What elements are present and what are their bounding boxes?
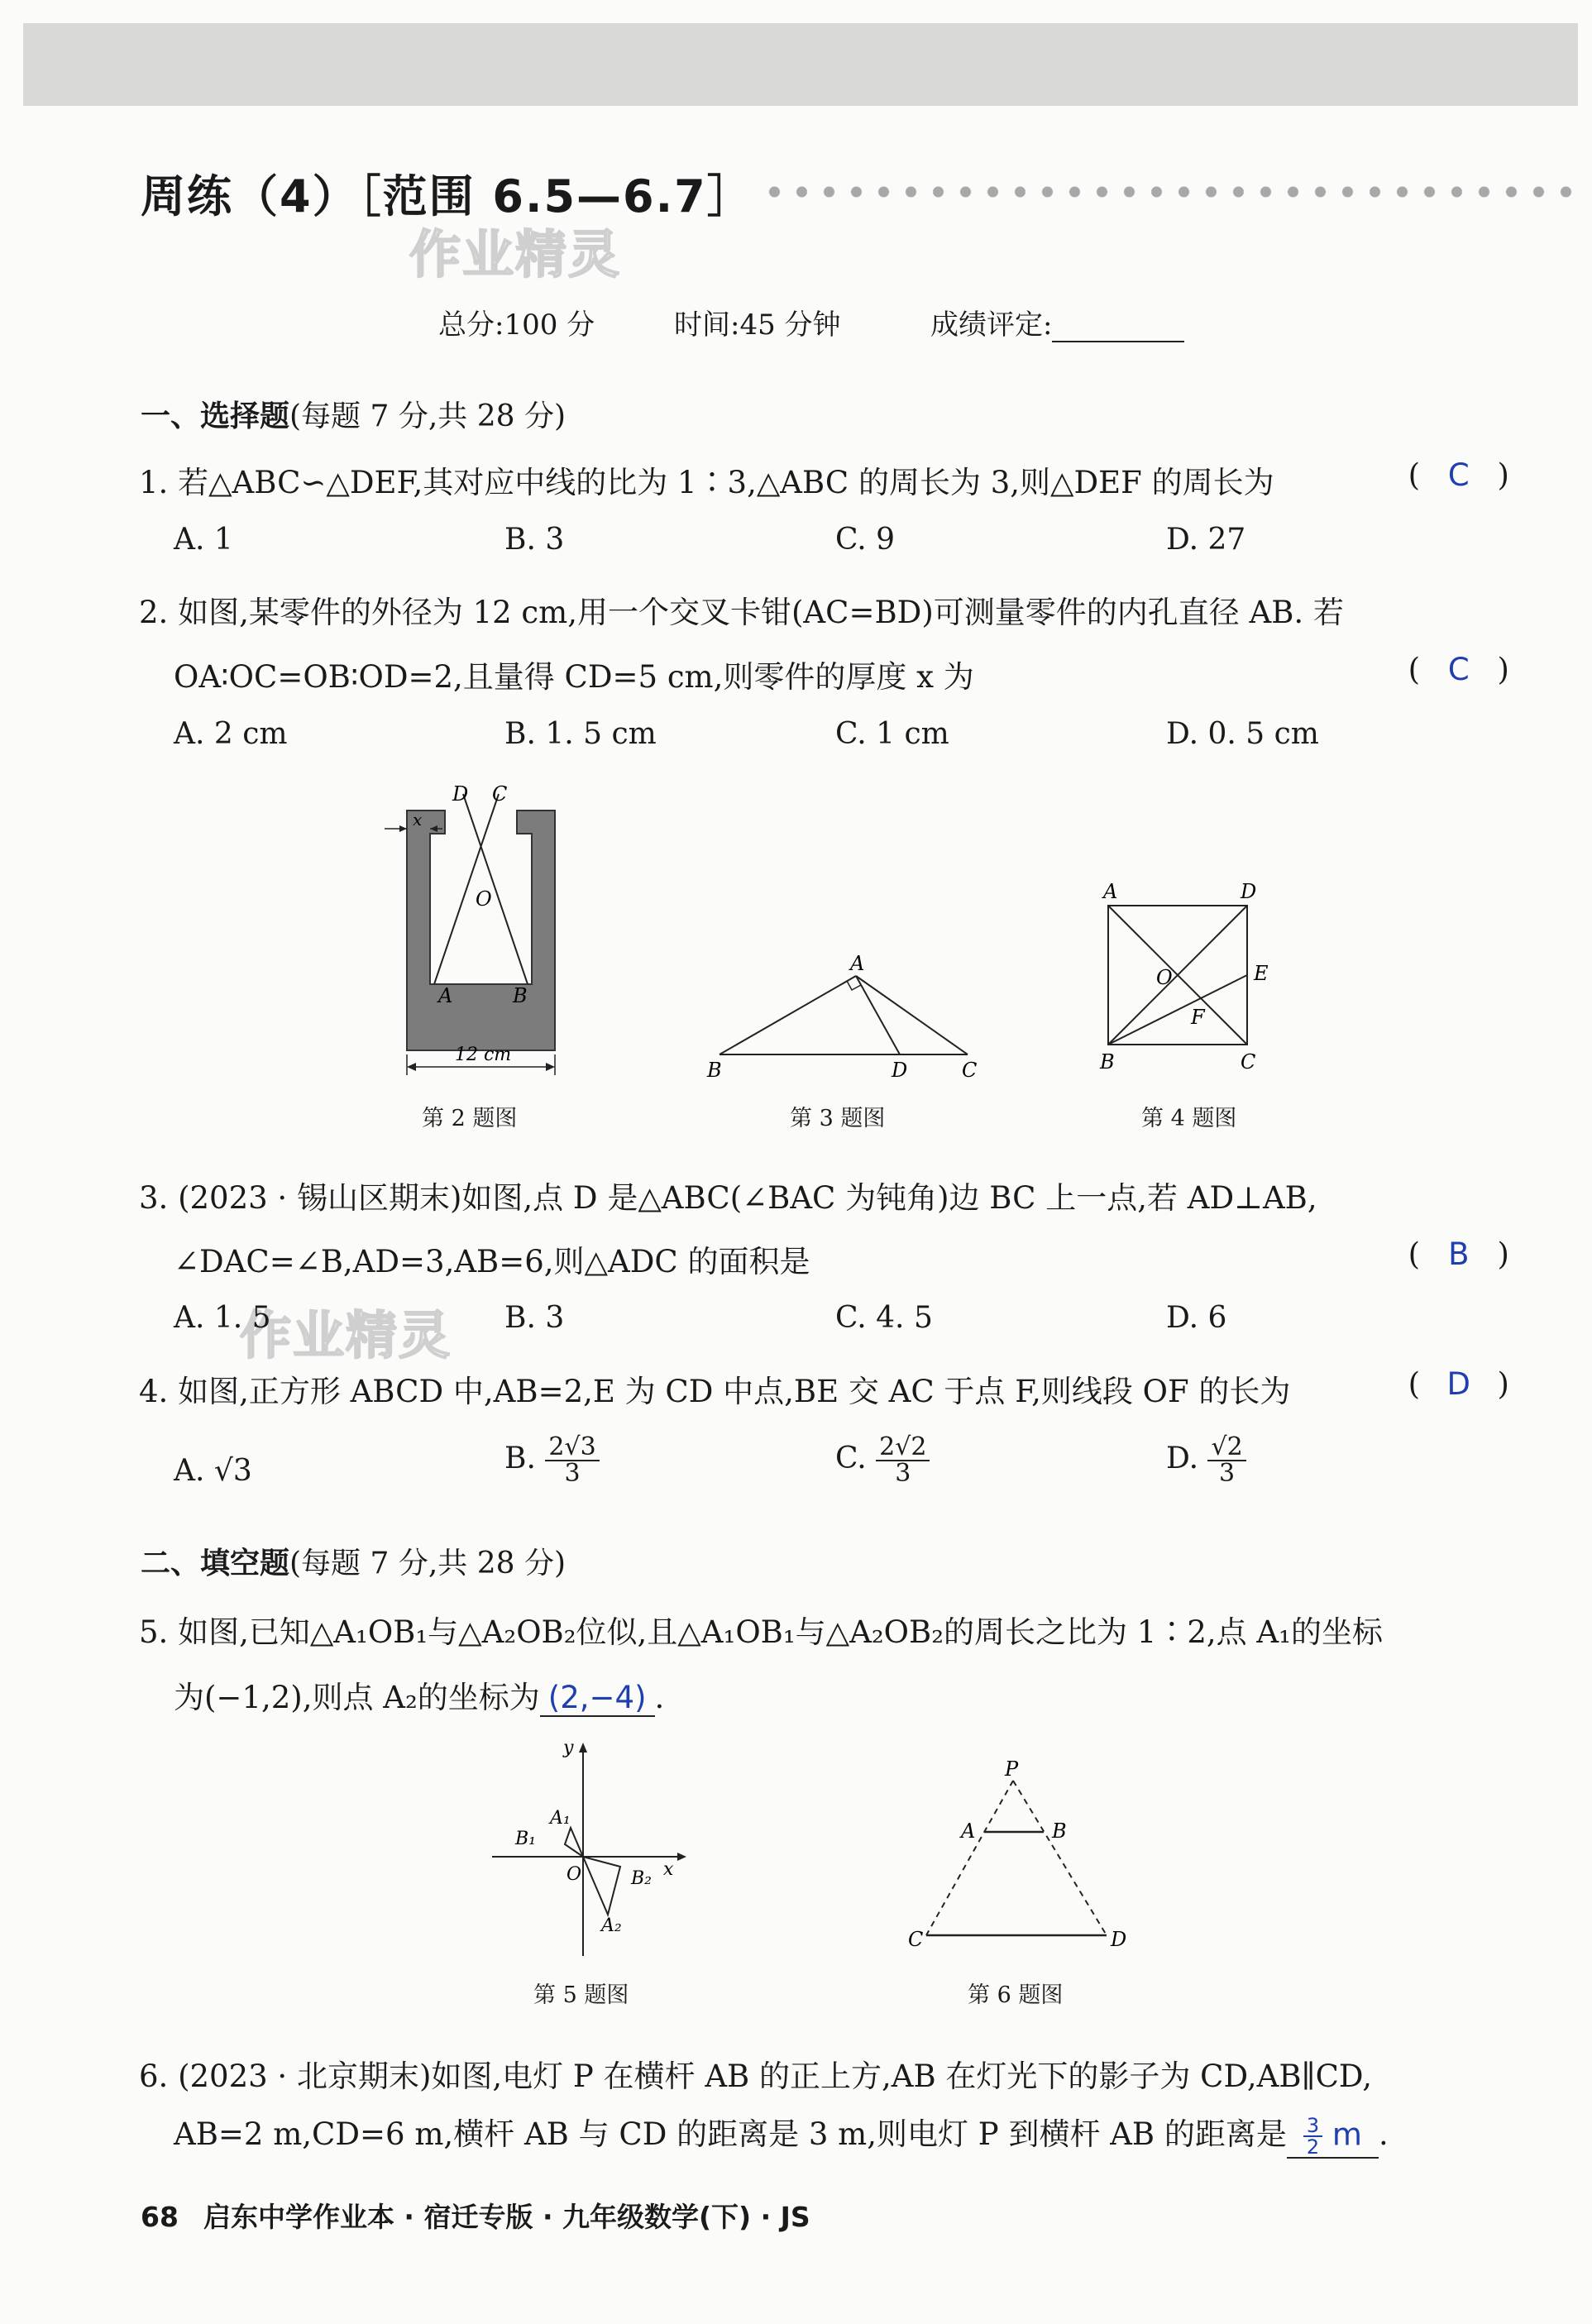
fig6-caption: 第 6 题图 bbox=[968, 1982, 1064, 2008]
q2-option-b: B. 1. 5 cm bbox=[504, 717, 657, 751]
figure-5 bbox=[484, 1733, 699, 1964]
fig3-label-b: B bbox=[707, 1059, 722, 1082]
fig2-label-b: B bbox=[513, 984, 528, 1007]
fig4-caption: 第 4 题图 bbox=[1141, 1106, 1237, 1131]
figure-4 bbox=[1083, 877, 1298, 1083]
title-dotted-rule bbox=[761, 186, 1580, 198]
q4-option-c: C. $\frac{2√2}{3}$ bbox=[835, 1435, 930, 1486]
section-fill: 二、填空题(每题 7 分,共 28 分) bbox=[141, 1547, 567, 1580]
q6-line2: AB=2 m,CD=6 m,横杆 AB 与 CD 的距离是 3 m,则电灯 P 到横杆 AB 的距离是 $\frac{3}{2}$ m . bbox=[174, 2113, 1389, 2159]
q4-option-d: D. $\frac{√2}{3}$ bbox=[1166, 1435, 1246, 1486]
fig5-label-a1: A₁ bbox=[550, 1808, 571, 1829]
fig6-light-ray bbox=[1013, 1781, 1107, 1935]
fig5-triangle-2 bbox=[583, 1857, 620, 1915]
meta-time: 时间:45 分钟 bbox=[674, 308, 841, 342]
q2-option-a: A. 2 cm bbox=[174, 717, 288, 751]
fig4-label-d: D bbox=[1241, 880, 1257, 903]
q3-line1: 3. (2023 · 锡山区期末)如图,点 D 是△ABC(∠BAC 为钝角)边 BC 上一点,若 AD⊥AB, bbox=[139, 1180, 1317, 1216]
q3-option-b: B. 3 bbox=[504, 1301, 565, 1335]
fig4-label-e: E bbox=[1254, 962, 1269, 985]
q3-option-a: A. 1. 5 bbox=[174, 1301, 271, 1335]
fig5-label-x: x bbox=[663, 1859, 674, 1880]
fig6-label-p: P bbox=[1005, 1757, 1019, 1781]
q5-line2: 为(−1,2),则点 A₂的坐标为 (2,−4) . bbox=[174, 1680, 665, 1715]
fig5-label-o: O bbox=[567, 1864, 582, 1885]
figure-3 bbox=[695, 943, 992, 1083]
fig2-caption: 第 2 题图 bbox=[422, 1106, 518, 1131]
fig5-label-y: y bbox=[563, 1738, 574, 1758]
fig4-label-a: A bbox=[1103, 880, 1118, 903]
q6-line1: 6. (2023 · 北京期末)如图,电灯 P 在横杆 AB 的正上方,AB 在灯光下的影子为 CD,AB∥CD, bbox=[139, 2059, 1373, 2094]
fig4-label-c: C bbox=[1241, 1050, 1256, 1074]
fig2-label-o: O bbox=[476, 887, 492, 911]
q5-line1: 5. 如图,已知△A₁OB₁与△A₂OB₂位似,且△A₁OB₁与△A₂OB₂的周长之比为 1∶2,点 A₁的坐标 bbox=[139, 1614, 1383, 1650]
fig5-label-a2: A₂ bbox=[601, 1915, 622, 1936]
fig4-label-b: B bbox=[1100, 1050, 1115, 1074]
fig6-label-d: D bbox=[1111, 1928, 1127, 1951]
fig3-label-c: C bbox=[962, 1059, 978, 1082]
figure-2 bbox=[376, 777, 591, 1083]
fig2-label-d: D bbox=[452, 782, 469, 806]
q4-answer: ( D ) bbox=[1408, 1366, 1509, 1402]
fig6-light-ray bbox=[926, 1781, 1013, 1935]
fig2-label-c: C bbox=[492, 782, 508, 806]
section-choice: 一、选择题(每题 7 分,共 28 分) bbox=[141, 399, 567, 433]
q3-option-c: C. 4. 5 bbox=[835, 1301, 933, 1335]
fig2-label-x: x bbox=[413, 810, 423, 830]
q1-answer: ( C ) bbox=[1408, 457, 1509, 493]
book-title: 启东中学作业本 · 宿迁专版 · 九年级数学(下) · JS bbox=[203, 2201, 810, 2233]
watermark: 作业精灵 bbox=[409, 224, 622, 285]
fig6-label-a: A bbox=[961, 1820, 976, 1843]
q2-option-d: D. 0. 5 cm bbox=[1166, 717, 1319, 751]
q1-option-b: B. 3 bbox=[504, 523, 565, 557]
page-footer bbox=[141, 2196, 810, 2235]
q1-option-c: C. 9 bbox=[835, 523, 896, 557]
q1-option-d: D. 27 bbox=[1166, 523, 1246, 557]
fig3-label-a: A bbox=[850, 952, 865, 975]
q6-answer: $\frac{3}{2}$ m bbox=[1287, 2116, 1379, 2159]
fig4-label-o: O bbox=[1156, 966, 1173, 989]
q3-line2: ∠DAC=∠B,AD=3,AB=6,则△ADC 的面积是 bbox=[174, 1244, 810, 1279]
fig5-caption: 第 5 题图 bbox=[533, 1982, 629, 2008]
fig5-triangle-1 bbox=[565, 1828, 583, 1857]
fig2-label-a: A bbox=[438, 984, 453, 1007]
q2-line2: OA∶OC=OB∶OD=2,且量得 CD=5 cm,则零件的厚度 x 为 bbox=[174, 659, 974, 695]
page-title: 周练（4）［范围 6.5—6.7］ bbox=[141, 170, 753, 222]
q4-option-a: A. √3 bbox=[174, 1454, 252, 1488]
grade-blank[interactable] bbox=[1052, 316, 1184, 342]
fig2-dim-label: 12 cm bbox=[455, 1045, 512, 1065]
q4-option-b: B. $\frac{2√3}{3}$ bbox=[504, 1435, 600, 1486]
q2-option-c: C. 1 cm bbox=[835, 717, 949, 751]
fig5-label-b1: B₁ bbox=[515, 1829, 536, 1849]
fig5-label-b2: B₂ bbox=[631, 1868, 652, 1889]
fig3-label-d: D bbox=[892, 1059, 908, 1082]
q4-text: 4. 如图,正方形 ABCD 中,AB=2,E 为 CD 中点,BE 交 AC 于点 F,则线段 OF 的长为 bbox=[139, 1374, 1291, 1409]
meta-total: 总分:100 分 bbox=[438, 308, 595, 342]
page-number: 68 bbox=[141, 2201, 179, 2233]
top-banner bbox=[23, 23, 1578, 106]
fig6-label-c: C bbox=[908, 1928, 924, 1951]
q3-option-d: D. 6 bbox=[1166, 1301, 1227, 1335]
q2-line1: 2. 如图,某零件的外径为 12 cm,用一个交叉卡钳(AC=BD)可测量零件的内孔直径 AB. 若 bbox=[139, 595, 1344, 630]
q1-text: 1. 若△ABC∽△DEF,其对应中线的比为 1∶3,△ABC 的周长为 3,则△DEF 的周长为 bbox=[139, 465, 1274, 500]
fig4-label-f: F bbox=[1191, 1006, 1205, 1029]
q5-answer: (2,−4) bbox=[540, 1680, 655, 1717]
fig3-caption: 第 3 题图 bbox=[790, 1106, 886, 1131]
q2-answer: ( C ) bbox=[1408, 652, 1509, 687]
meta-grade: 成绩评定: bbox=[930, 302, 1184, 342]
q3-answer: ( B ) bbox=[1408, 1236, 1509, 1272]
figure-6 bbox=[901, 1757, 1150, 1960]
fig6-label-b: B bbox=[1052, 1820, 1067, 1843]
watermark: 作业精灵 bbox=[240, 1305, 452, 1365]
q1-option-a: A. 1 bbox=[174, 523, 233, 557]
